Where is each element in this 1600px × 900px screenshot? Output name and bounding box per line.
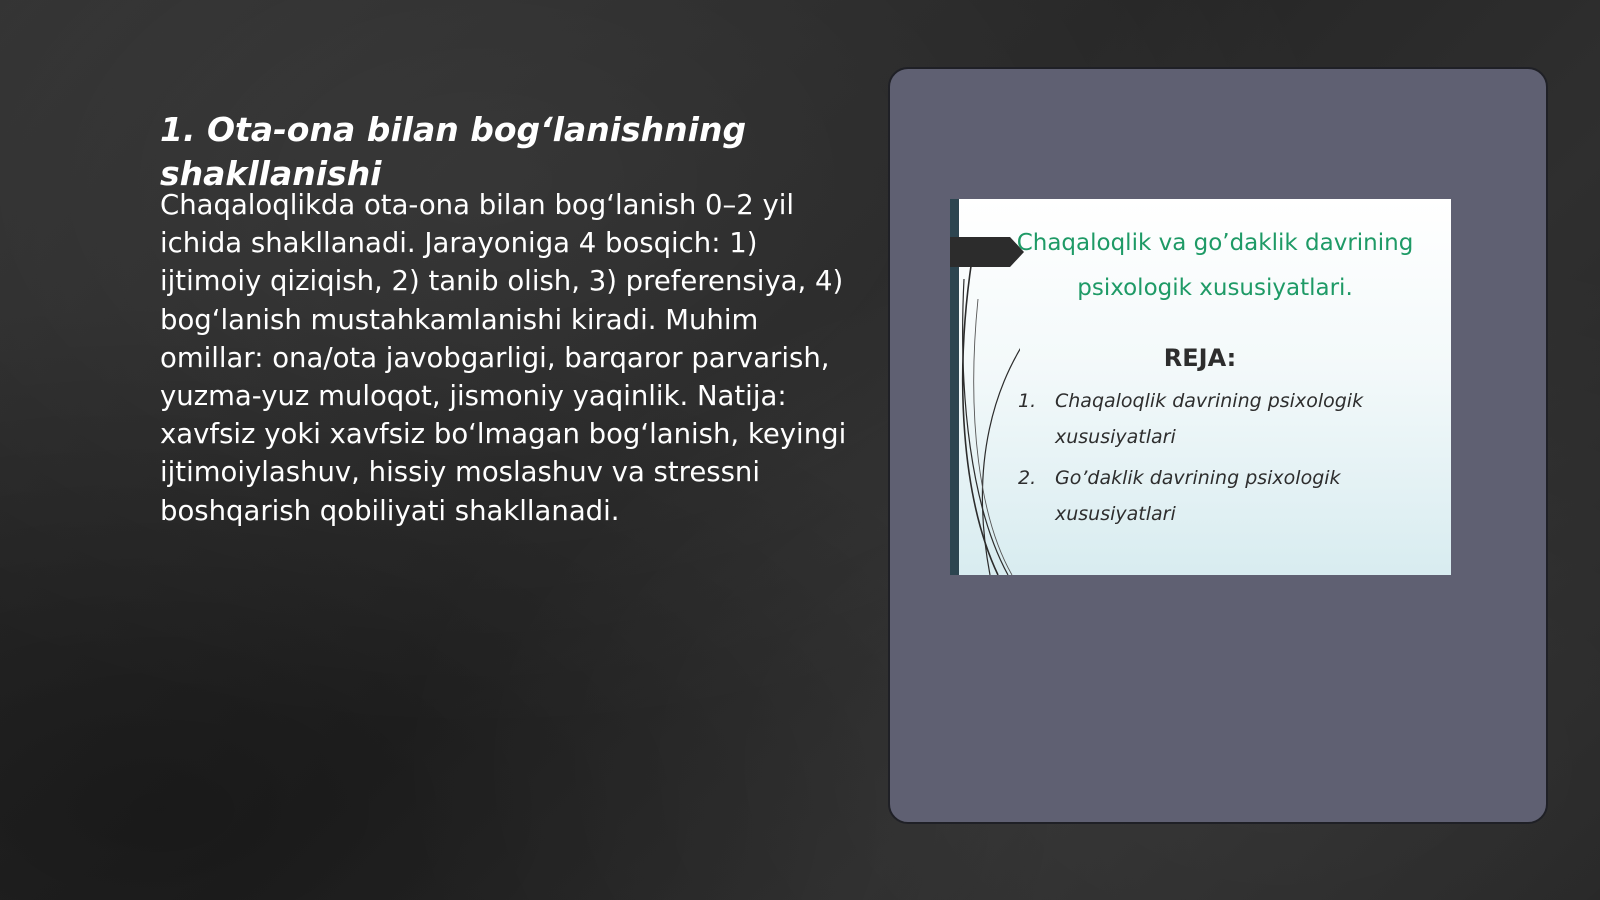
list-item	[1018, 460, 1428, 532]
list-item-number: 2.	[1018, 467, 1037, 489]
list-item-text: Chaqaloqlik davrining psixologik xususiyatlari	[1055, 390, 1364, 448]
slide-body-text: Chaqaloqlikda ota-ona bilan bog‘lanish 0–2 yil ichida shakllanadi. Jarayoniga 4 bosqich: 1) ijtimoiy qiziqish, 2) tanib olish, 3) preferensiya, 4) bog‘lanish mustahkamlanishi kiradi. Muhim omillar: ona/ota javobgarligi, barqaror parvarish, yuzma-yuz muloqot, jismoniy yaqinlik. Natija: xavfsiz yoki xavfsiz bo‘lmagan bog‘lanish, keyingi ijtimoiylashuv, hissiy moslashuv va stressni boshqarish qobiliyati shakllanadi.	[160, 189, 847, 527]
thumbnail-subtitle: REJA:	[1163, 344, 1237, 372]
list-item-text: Go’daklik davrining psixologik xususiyatlari	[1055, 467, 1341, 525]
list-item-number: 1.	[1018, 390, 1037, 412]
slide-thumbnail-image	[950, 199, 1451, 575]
thumbnail-title: Chaqaloqlik va go’daklik davrining psixologik xususiyatlari.	[1016, 230, 1414, 301]
thumbnail-list	[1018, 383, 1428, 537]
slide-heading: 1. Ota-ona bilan bog‘lanishning shakllanishi	[160, 110, 747, 193]
list-item	[1018, 383, 1428, 455]
